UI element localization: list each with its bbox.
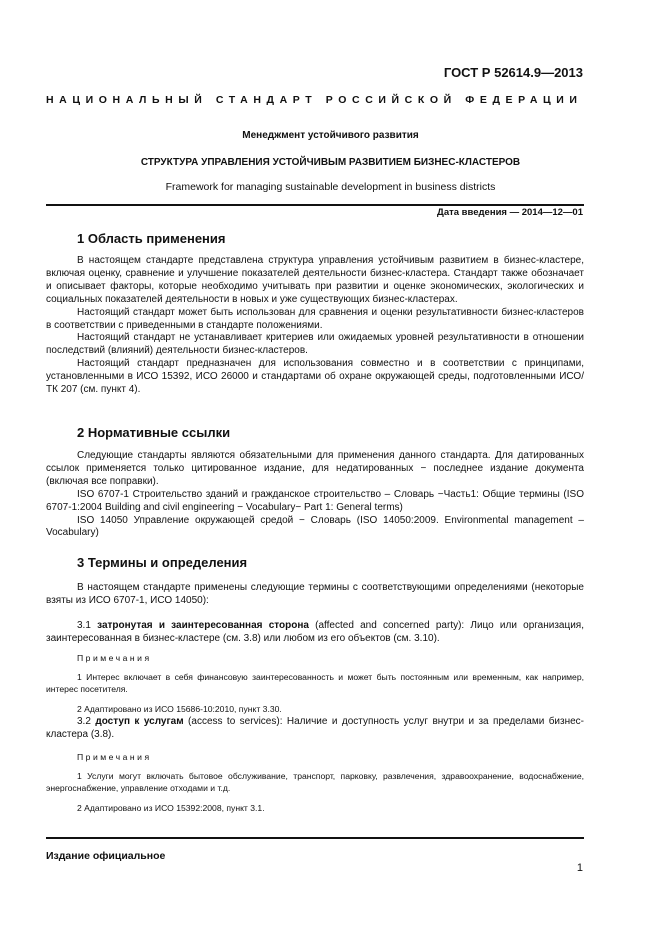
paragraph: ISO 6707-1 Строительство зданий и гражданское строительство – Словарь −Часть1: Общие термины (ISO 6707-1:2004 Building and civil engineering − Vocabulary− Part 1: General terms) xyxy=(46,488,584,513)
paragraph: ISO 14050 Управление окружающей средой − Словарь (ISO 14050:2009. Environmental management – Vocabulary) xyxy=(46,514,584,539)
paragraph: В настоящем стандарте представлена структура управления устойчивым развитием в бизнес-кластере, включая оценку, сравнение и улучшение показателей деятельности бизнес-кластера. Стандарт также обозначает и описывает факторы, которые необходимо учитывать при развитии и оценке экономических, экологических и социальных показателей деятельности в новых и уже существующих бизнес-кластерах. xyxy=(46,255,584,305)
section-2-heading: 2 Нормативные ссылки xyxy=(77,425,231,440)
term-name: доступ к услугам xyxy=(95,716,184,727)
page-number: 1 xyxy=(576,862,583,874)
section-1-body xyxy=(46,255,584,397)
official-edition-label: Издание официальное xyxy=(46,850,166,862)
note: 1 Интерес включает в себя финансовую заинтересованность и может быть постоянным или временным, как например, интерес посетителя. xyxy=(46,672,584,694)
term-text: (affected and concerned party): Лицо или организация, заинтересованная в бизнес-кластере (см. 3.8) или любом из его объектов (см. 3.10). xyxy=(46,620,585,644)
term-text: (access to services): Наличие и доступность услуг внутри и за пределами бизнес-кластера (3.8). xyxy=(46,716,585,740)
term-number: 3.2 xyxy=(77,716,91,727)
term-name: затронутая и заинтересованная сторона xyxy=(97,620,309,631)
national-standard-banner: НАЦИОНАЛЬНЫЙ СТАНДАРТ РОССИЙСКОЙ ФЕДЕРАЦИИ xyxy=(46,94,583,106)
term-definition xyxy=(46,620,584,646)
document-title: СТРУКТУРА УПРАВЛЕНИЯ УСТОЙЧИВЫМ РАЗВИТИЕМ БИЗНЕС-КЛАСТЕРОВ xyxy=(140,157,521,168)
paragraph: Следующие стандарты являются обязательными для применения данного стандарта. Для датированных ссылок применяется только цитированное издание, для недатированных − последнее издание документа (включая все поправки). xyxy=(46,450,584,487)
term-3-2-notes xyxy=(46,751,584,814)
note: 2 Адаптировано из ИСО 15392:2008, пункт 3.1. xyxy=(77,803,265,813)
term-3-1 xyxy=(46,620,584,646)
term-3-1-notes xyxy=(46,652,584,715)
english-title: Framework for managing sustainable development in business districts xyxy=(165,181,496,193)
paragraph: В настоящем стандарте применены следующие термины с соответствующими определениями (некоторые взяты из ИСО 6707-1, ИСО 14050): xyxy=(46,582,584,606)
notes-heading: Примечания xyxy=(77,653,152,663)
term-number: 3.1 xyxy=(77,620,91,631)
note: 2 Адаптировано из ИСО 15686-10:2010, пункт 3.30. xyxy=(77,704,282,714)
section-1-heading: 1 Область применения xyxy=(77,231,226,246)
section-3-intro xyxy=(46,582,584,608)
subject-line: Менеджмент устойчивого развития xyxy=(242,130,419,141)
section-3-heading: 3 Термины и определения xyxy=(77,555,248,570)
paragraph: Настоящий стандарт может быть использован для сравнения и оценки результативности бизнес-кластеров в соответствии с приведенными в стандарте положениями. xyxy=(46,306,584,331)
notes-heading: Примечания xyxy=(77,752,152,762)
standard-number: ГОСТ Р 52614.9—2013 xyxy=(443,65,583,80)
section-2-body xyxy=(46,450,584,540)
term-3-2 xyxy=(46,716,584,742)
header-divider xyxy=(46,204,584,206)
paragraph: Настоящий стандарт предназначен для использования совместно и в соответствии с принципами, установленными в ИСО 15392, ИСО 26000 и стандартами об охране окружающей среды, подготовленными ИСО/ТК 207 (см. пункт 4). xyxy=(46,358,584,396)
footer-divider xyxy=(46,837,584,839)
introduction-date: Дата введения — 2014—12—01 xyxy=(437,207,583,218)
note: 1 Услуги могут включать бытовое обслуживание, транспорт, парковку, развлечения, здравоохранение, водоснабжение, энергоснабжение, управление отходами и т.д. xyxy=(46,771,584,793)
term-definition xyxy=(46,716,584,742)
paragraph: Настоящий стандарт не устанавливает критериев или ожидаемых уровней результативности в отношении последствий (влияний) деятельности бизнес-кластеров. xyxy=(46,332,584,357)
